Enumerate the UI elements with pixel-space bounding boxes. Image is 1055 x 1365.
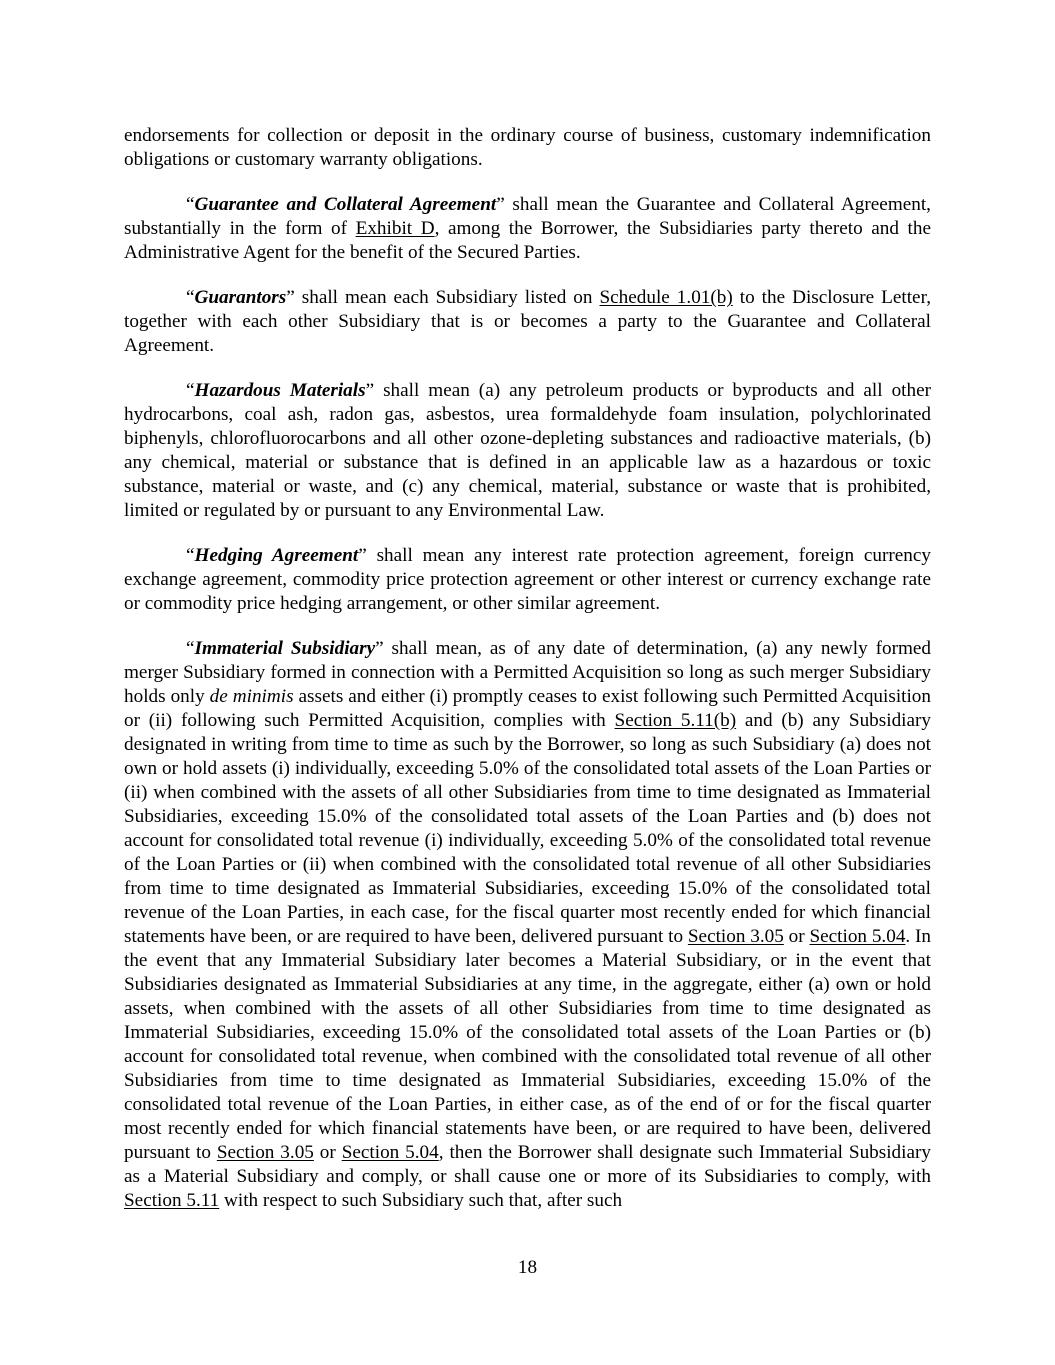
definition-paragraph bbox=[124, 637, 931, 1213]
defined-term: Guarantee and Collateral Agreement bbox=[194, 194, 497, 215]
cross-reference: Section 5.11(b) bbox=[614, 710, 737, 731]
paragraph-text: . In the event that any Immaterial Subsidiary later becomes a Material Subsidiary, or in the event that Subsidiaries designated as Immaterial Subsidiaries at any time, in the aggregate, either (a) own or hold assets, when combined with the assets of all other Subsidiaries from time to time designated as Immaterial Subsidiaries, exceeding 15.0% of the consolidated total assets of the Loan Parties or (b) account for consolidated total revenue, when combined with the consolidated total revenue of all other Subsidiaries from time to time designated as Immaterial Subsidiaries, exceeding 15.0% of the consolidated total revenue of the Loan Parties, in either case, as of the end of or for the fiscal quarter most recently ended for which financial statements have been, or are required to have been, delivered pursuant to bbox=[124, 926, 932, 1163]
paragraph-text: “ bbox=[186, 638, 195, 659]
paragraph-text: ” shall mean any interest rate protection agreement, foreign currency exchange agreement, commodity price protection agreement or other interest or currency exchange rate or commodity price hedging arrangement, or other similar agreement. bbox=[124, 545, 931, 614]
paragraph-text: assets and either (i) promptly ceases to exist following such Permitted Acquisition or (ii) following such Permitted Acquisition, complies with bbox=[124, 686, 931, 731]
defined-term: Hazardous Materials bbox=[194, 380, 366, 401]
document-body bbox=[124, 124, 931, 1234]
paragraph-text: and (b) any Subsidiary designated in writing from time to time as such by the Borrower, so long as such Subsidiary (a) does not own or hold assets (i) individually, exceeding 5.0% of the consolidated total assets of the Loan Parties or (ii) when combined with the assets of all other Subsidiaries from time to time designated as Immaterial Subsidiaries, exceeding 15.0% of the consolidated total assets of the Loan Parties and (b) does not account for consolidated total revenue (i) individually, exceeding 5.0% of the consolidated total revenue of the Loan Parties or (ii) when combined with the consolidated total revenue of all other Subsidiaries from time to time designated as Immaterial Subsidiaries, exceeding 15.0% of the consolidated total revenue of the Loan Parties, in each case, for the fiscal quarter most recently ended for which financial statements have been, or are required to have been, delivered pursuant to bbox=[124, 710, 931, 947]
italic-phrase: de minimis bbox=[209, 686, 294, 707]
paragraph-text: “ bbox=[186, 287, 195, 308]
defined-term: Guarantors bbox=[194, 287, 287, 308]
paragraph-text: “ bbox=[186, 380, 195, 401]
definition-paragraph bbox=[124, 544, 931, 616]
cross-reference: Section 3.05 bbox=[216, 1142, 314, 1163]
definition-paragraph bbox=[124, 286, 931, 358]
definition-paragraph bbox=[124, 193, 931, 265]
cross-reference: Section 3.05 bbox=[687, 926, 784, 947]
definition-paragraph bbox=[124, 379, 931, 523]
paragraph-text: ” shall mean the Guarantee and Collateral Agreement, substantially in the form of bbox=[124, 194, 931, 239]
paragraph-text: ” shall mean each Subsidiary listed on bbox=[286, 287, 600, 308]
paragraph-text: , among the Borrower, the Subsidiaries party thereto and the Administrative Agent for the benefit of the Secured Parties. bbox=[124, 218, 931, 263]
paragraph-text: or bbox=[783, 926, 810, 947]
paragraph-text: or bbox=[313, 1142, 342, 1163]
defined-term: Immaterial Subsidiary bbox=[194, 638, 376, 659]
paragraph-text: to the Disclosure Letter, together with each other Subsidiary that is or becomes a party to the Guarantee and Collateral Agreement. bbox=[124, 287, 931, 356]
paragraph-text: “ bbox=[186, 545, 195, 566]
cross-reference: Exhibit D bbox=[355, 218, 435, 239]
paragraph-text: , then the Borrower shall designate such Immaterial Subsidiary as a Material Subsidiary and comply, or shall cause one or more of its Subsidiaries to comply, with bbox=[124, 1142, 931, 1187]
cross-reference: Section 5.04 bbox=[341, 1142, 439, 1163]
paragraph-text: endorsements for collection or deposit in the ordinary course of business, customary indemnification obligations or customary warranty obligations. bbox=[124, 125, 931, 170]
paragraph-text: “ bbox=[186, 194, 195, 215]
page-number: 18 bbox=[517, 1257, 538, 1278]
defined-term: Hedging Agreement bbox=[194, 545, 359, 566]
paragraph-text: ” shall mean (a) any petroleum products or byproducts and all other hydrocarbons, coal ash, radon gas, asbestos, urea formaldehyde foam insulation, polychlorinated biphenyls, chlorofluorocarbons and all other ozone-depleting substances and radioactive materials, (b) any chemical, material or substance that is defined in an applicable law as a hazardous or toxic substance, material or waste, and (c) any chemical, material, substance or waste that is prohibited, limited or regulated by or pursuant to any Environmental Law. bbox=[124, 380, 931, 521]
paragraph-text: ” shall mean, as of any date of determination, (a) any newly formed merger Subsidiary formed in connection with a Permitted Acquisition so long as such merger Subsidiary holds only bbox=[124, 638, 931, 707]
cross-reference: Schedule 1.01(b) bbox=[599, 287, 733, 308]
paragraph-text: with respect to such Subsidiary such that, after such bbox=[219, 1190, 623, 1211]
definition-paragraph bbox=[124, 124, 931, 172]
cross-reference: Section 5.04 bbox=[809, 926, 906, 947]
cross-reference: Section 5.11 bbox=[124, 1190, 220, 1211]
